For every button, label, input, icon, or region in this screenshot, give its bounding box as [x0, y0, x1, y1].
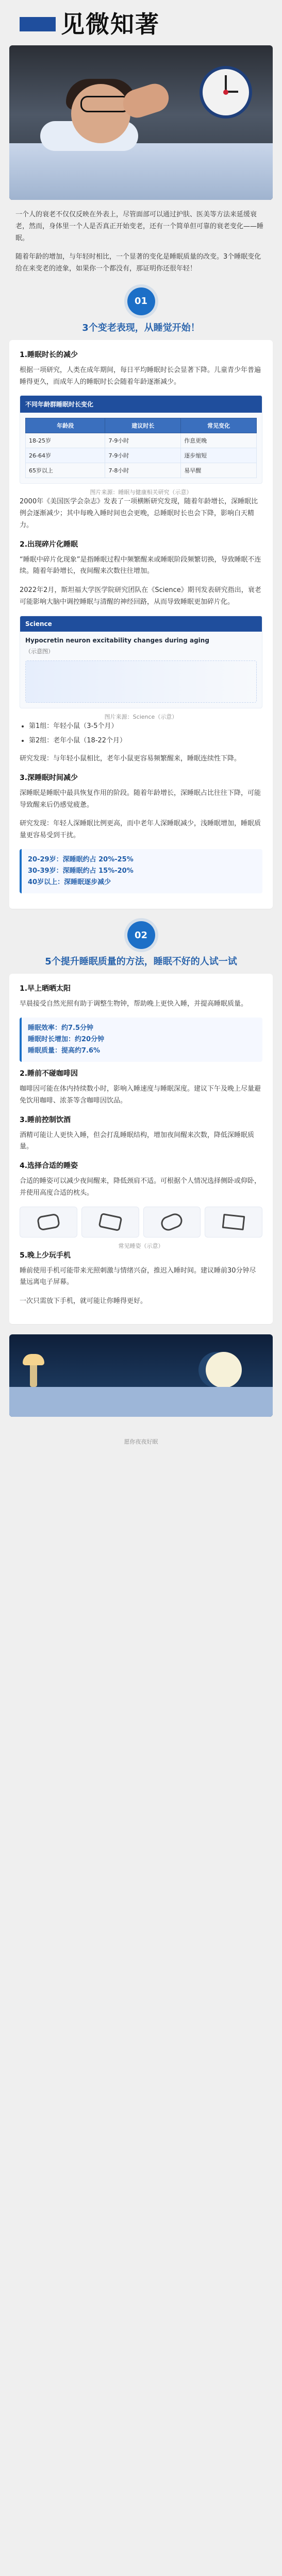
sunlight-stats	[20, 1018, 262, 1062]
footer-illustration	[9, 1334, 273, 1417]
table-row	[26, 463, 257, 478]
tip-title: 3.睡前控制饮酒	[20, 1115, 71, 1124]
table-row	[26, 433, 257, 448]
figure-caption: 图片来源：Science（示意）	[104, 713, 178, 720]
alarm-clock-icon	[200, 66, 252, 118]
section-2-title: 5个提升睡眠质量的方法，睡眠不好的人试一试	[45, 956, 237, 968]
paragraph: 一次只需放下手机，就可能让你睡得更好。	[20, 1297, 147, 1306]
lamp-icon	[30, 1363, 37, 1387]
paragraph: 早晨接受自然光照有助于调整生物钟，帮助晚上更快入睡，并提高睡眠质量。	[20, 1000, 248, 1008]
table-header: 年龄段	[26, 418, 105, 433]
section-1-badge: 01	[127, 287, 155, 315]
section-1-card	[9, 340, 273, 909]
figure-illustration	[25, 660, 257, 703]
pose-icon	[222, 1213, 245, 1230]
section-2-header	[0, 921, 282, 968]
item-title: 3.深睡眠时间减少	[20, 773, 78, 782]
intro-paragraph: 随着年龄的增加，与年轻时相比，一个显著的变化是睡眠质量的改变。3个睡眠变化给在来变老的迹象，如果你一个都没有，那证明你还很年轻！	[15, 253, 261, 273]
pose-card	[205, 1207, 262, 1238]
section-2-badge: 02	[127, 921, 155, 949]
table-row	[26, 448, 257, 463]
paragraph: 酒精可能让人更快入睡，但会打乱睡眠结构，增加夜间醒来次数，降低深睡眠质量。	[20, 1131, 255, 1151]
deep-sleep-stats	[20, 849, 262, 893]
hero-title	[0, 12, 282, 36]
list-item: • 第1组：年轻小鼠（3-5个月）	[29, 721, 262, 733]
footer-caption: 愿你夜夜好眠	[124, 1438, 158, 1445]
table-cell: 65岁以上	[26, 463, 105, 478]
paragraph: 咖啡因可能在体内持续数小时，影响入睡速度与睡眠深度。建议下午及晚上尽量避免饮用咖啡、浓茶等含咖啡因饮品。	[20, 1085, 261, 1105]
sleeping-person	[71, 84, 130, 143]
table-header: 常见变化	[181, 418, 257, 433]
figure-header: 不同年龄群睡眠时长变化	[20, 396, 262, 413]
intro	[0, 200, 282, 275]
figure-line: （示意图）	[25, 648, 54, 655]
paragraph: 睡前使用手机可能带来光照刺激与情绪兴奋，推迟入睡时间。建议睡前30分钟尽量远离电子屏幕。	[20, 1266, 256, 1286]
table-cell: 7-8小时	[105, 463, 181, 478]
paragraph: 深睡眠是睡眠中最具恢复作用的阶段。随着年龄增长，深睡眠占比往往下降，可能导致醒来后仍感觉疲惫。	[20, 789, 261, 809]
paragraph: 合适的睡姿可以减少夜间醒来，降低颈肩不适。可根据个人情况选择侧卧或仰卧，并使用高度合适的枕头。	[20, 1177, 261, 1197]
paragraph: 根据一项研究，人类在成年期间，每日平均睡眠时长会显著下降。儿童青少年普遍睡得更久，而成年人的睡眠时长会随着年龄逐渐减少。	[20, 366, 261, 386]
hero-photo	[9, 45, 273, 200]
clock-center	[223, 90, 228, 95]
tip-title: 5.晚上少玩手机	[20, 1251, 71, 1260]
item-title: 1.睡眠时长的减少	[20, 350, 78, 359]
figure-science	[20, 616, 262, 708]
stat-row: 睡眠效率：约7.5分钟	[28, 1024, 94, 1032]
table-cell: 26-64岁	[26, 448, 105, 463]
paragraph: 2022年2月，斯坦福大学医学院研究团队在《Science》期刊发表研究指出，衰老可能影响大脑中调控睡眠与清醒的神经回路，从而导致睡眠更加碎片化。	[20, 586, 261, 606]
page-title: 见微知著	[61, 10, 160, 38]
section-2-card	[9, 974, 273, 1324]
figure-header: Science	[20, 616, 262, 632]
section-1-title: 3个变老表现，从睡觉开始！	[82, 322, 200, 333]
stat-row: 30-39岁：深睡眠约占 15%-20%	[28, 867, 134, 875]
paragraph: “睡眠中碎片化现象”是指睡眠过程中频繁醒来或睡眠阶段频繁切换，导致睡眠不连续。随着年龄增长，夜间醒来次数往往增加。	[20, 555, 261, 575]
tip-title: 1.早上晒晒太阳	[20, 985, 71, 993]
hero	[0, 0, 282, 200]
title-accent-bar	[20, 17, 56, 31]
stat-row: 睡眠质量：提高约7.6%	[28, 1046, 101, 1055]
stat-row: 40岁以上：深睡眠逐步减少	[28, 878, 111, 886]
sleep-poses	[20, 1207, 262, 1238]
paragraph: 研究发现：年轻人深睡眠比例更高，而中老年人深睡眠减少，浅睡眠增加，睡眠质量更容易受到干扰。	[20, 820, 261, 839]
table-cell: 7-9小时	[105, 433, 181, 448]
moon-icon	[206, 1352, 242, 1388]
paragraph: 研究发现：与年轻小鼠相比，老年小鼠更容易频繁醒来，睡眠连续性下降。	[20, 755, 241, 762]
pose-card	[81, 1207, 139, 1238]
pose-icon	[98, 1213, 122, 1231]
tip-title: 2.睡前不碰咖啡因	[20, 1070, 78, 1078]
pose-icon	[37, 1213, 60, 1231]
sleep-table	[25, 418, 257, 478]
table-header: 建议时长	[105, 418, 181, 433]
pose-card	[143, 1207, 201, 1238]
table-header-row	[26, 418, 257, 433]
stat-row: 20-29岁：深睡眠约占 20%-25%	[28, 855, 134, 863]
section-1-header	[0, 287, 282, 334]
table-cell: 逐步缩短	[181, 448, 257, 463]
pose-card	[20, 1207, 77, 1238]
stat-row: 睡眠时长增加：约20分钟	[28, 1035, 105, 1043]
table-cell: 7-9小时	[105, 448, 181, 463]
figure-caption: 图片来源：睡眠与健康相关研究（示意）	[90, 489, 192, 496]
poses-caption: 常见睡姿（示意）	[118, 1242, 164, 1249]
table-cell: 易早醒	[181, 463, 257, 478]
table-cell: 18-25岁	[26, 433, 105, 448]
figure-body	[20, 413, 262, 483]
tip-title: 4.选择合适的睡姿	[20, 1162, 78, 1171]
bed	[9, 1387, 273, 1417]
glasses-icon	[80, 96, 130, 112]
figure-body	[20, 632, 262, 708]
figure-sleep-duration	[20, 395, 262, 484]
table-cell: 作息更晚	[181, 433, 257, 448]
list-item: • 第2组：老年小鼠（18-22个月）	[29, 735, 262, 747]
item-title: 2.出现碎片化睡眠	[20, 540, 78, 549]
intro-paragraph: 一个人的衰老不仅仅反映在外表上，尽管面部可以通过护肤、医美等方法来延缓衰老，然而，身体里一个人是否真正开始变老，还有一个简单但可靠的衰老变化——睡眠。	[15, 211, 264, 242]
pose-icon	[159, 1211, 185, 1233]
figure-line: Hypocretin neuron excitability changes during aging	[25, 636, 209, 644]
paragraph: 2000年《美国医学会杂志》发表了一项横断研究发现，随着年龄增长，深睡眠比例会逐渐减少；其中每晚入睡时间也会更晚，总睡眠时长也会下降，影响白天精力。	[20, 498, 258, 529]
mouse-groups	[20, 721, 262, 748]
bed	[9, 143, 273, 200]
